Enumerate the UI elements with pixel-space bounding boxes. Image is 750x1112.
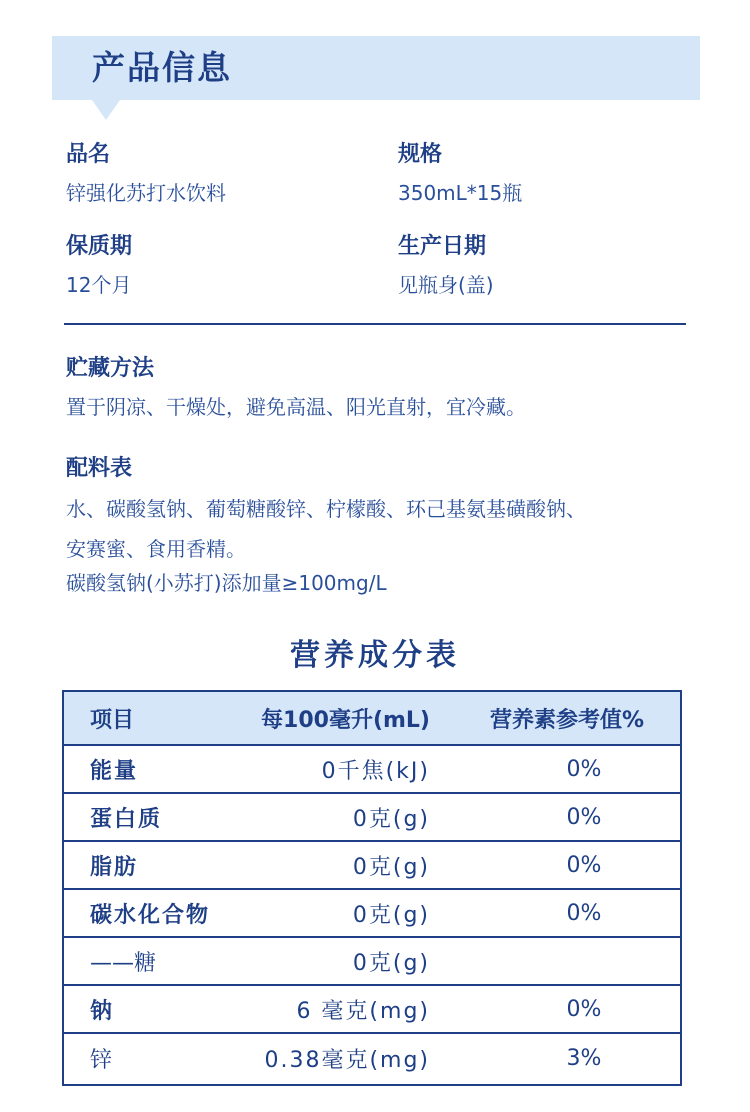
row-item: ——糖 <box>90 950 157 976</box>
product-name-label: 品名 <box>66 142 111 167</box>
row-item: 蛋白质 <box>90 806 163 832</box>
row-item: 钠 <box>90 998 115 1024</box>
row-amount: 0克(g) <box>352 854 430 880</box>
row-nrv: 0% <box>566 852 602 878</box>
ingredients-label: 配料表 <box>66 456 133 481</box>
header-pointer <box>92 100 120 120</box>
header-amount: 每100毫升(mL) <box>261 707 430 733</box>
row-item: 锌 <box>90 1047 113 1073</box>
row-amount: 0克(g) <box>352 806 430 832</box>
row-amount: 0克(g) <box>352 902 430 928</box>
table-row <box>64 842 680 890</box>
ingredients-line-2: 安赛蜜、食用香精。 <box>66 537 246 561</box>
row-nrv <box>504 938 664 984</box>
shelf-life-value: 12个月 <box>66 273 132 297</box>
nutrition-table-title: 营养成分表 <box>290 638 460 673</box>
page-title: 产品信息 <box>92 48 232 87</box>
row-nrv: 0% <box>566 756 602 782</box>
table-row <box>64 890 680 938</box>
table-row <box>64 938 680 986</box>
divider <box>64 323 686 325</box>
header-item: 项目 <box>90 707 135 733</box>
row-nrv: 0% <box>566 804 602 830</box>
header-nrv: 营养素参考值% <box>489 707 645 733</box>
ingredients-line-1: 水、碳酸氢钠、葡萄糖酸锌、柠檬酸、环己基氨基磺酸钠、 <box>66 497 586 521</box>
row-item: 脂肪 <box>90 854 139 880</box>
spec-label: 规格 <box>398 142 443 167</box>
storage-text: 置于阴凉、干燥处，避免高温、阳光直射，宜冷藏。 <box>66 395 526 419</box>
row-amount: 0克(g) <box>352 950 430 976</box>
row-item: 碳水化合物 <box>90 902 211 928</box>
row-amount: 6 毫克(mg) <box>296 998 430 1024</box>
ingredients-line-3: 碳酸氢钠(小苏打)添加量≥100mg/L <box>66 571 387 595</box>
production-date-value: 见瓶身(盖) <box>398 273 494 297</box>
row-nrv: 0% <box>566 996 602 1022</box>
row-amount: 0千焦(kJ) <box>321 758 430 784</box>
row-nrv: 0% <box>566 900 602 926</box>
spec-value: 350mL*15瓶 <box>398 181 523 205</box>
table-row <box>64 794 680 842</box>
nutrition-table-header <box>64 692 680 746</box>
table-row <box>64 986 680 1034</box>
table-row <box>64 1034 680 1082</box>
row-nrv: 3% <box>566 1045 602 1071</box>
row-amount: 0.38毫克(mg) <box>264 1047 430 1073</box>
row-item: 能量 <box>90 758 139 784</box>
table-row <box>64 746 680 794</box>
product-name-value: 锌强化苏打水饮料 <box>66 181 226 205</box>
nutrition-table <box>62 690 682 1086</box>
storage-label: 贮藏方法 <box>66 356 155 381</box>
production-date-label: 生产日期 <box>398 234 487 259</box>
shelf-life-label: 保质期 <box>66 234 133 259</box>
